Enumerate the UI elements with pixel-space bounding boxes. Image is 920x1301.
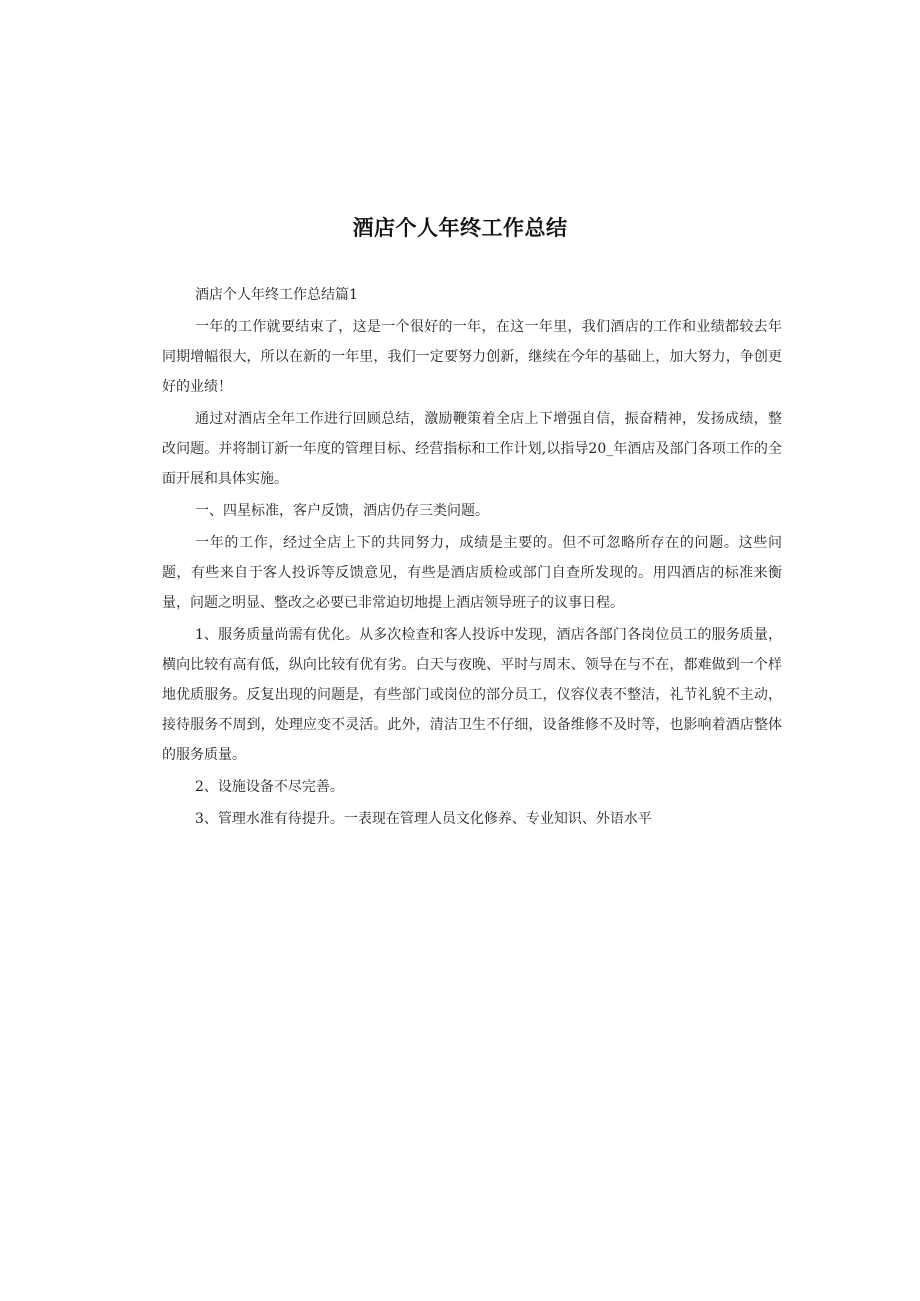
paragraph-issues-heading: 一、四星标准，客户反馈，酒店仍存三类问题。 <box>195 503 489 519</box>
section-heading: 酒店个人年终工作总结篇1 <box>195 287 358 303</box>
paragraph-issues-overview: 一年的工作，经过全店上下的共同努力，成绩是主要的。但不可忽略所存在的问题。这些问题，有些来自于客人投诉等反馈意见，有些是酒店质检或部门自查所发现的。用四酒店的标准来衡量，问题之明显、整改之必要已非常迫切地提上酒店领导班子的议事日程。 <box>162 535 782 611</box>
paragraph-review: 通过对酒店全年工作进行回顾总结，激励鞭策着全店上下增强自信，振奋精神，发扬成绩，整改问题。并将制订新一年度的管理目标、经营指标和工作计划,以指导20_年酒店及部门各项工作的全面开展和具体实施。 <box>162 411 782 487</box>
document-title: 酒店个人年终工作总结 <box>352 216 568 240</box>
paragraph-intro: 一年的工作就要结束了，这是一个很好的一年，在这一年里，我们酒店的工作和业绩都较去年同期增幅很大，所以在新的一年里，我们一定要努力创新，继续在今年的基础上，加大努力，争创更好的业绩！ <box>162 319 782 395</box>
paragraph-management: 3、管理水准有待提升。一表现在管理人员文化修养、专业知识、外语水平 <box>195 811 652 827</box>
paragraph-facilities: 2、设施设备不尽完善。 <box>195 779 344 795</box>
document-body <box>162 280 782 836</box>
paragraph-service-quality: 1、服务质量尚需有优化。从多次检查和客人投诉中发现，酒店各部门各岗位员工的服务质量，横向比较有高有低，纵向比较有优有劣。白天与夜晚、平时与周末、领导在与不在，都难做到一个样地优质服务。反复出现的问题是，有些部门或岗位的部分员工，仪容仪表不整洁，礼节礼貌不主动，接待服务不周到，处理应变不灵活。此外，清洁卫生不仔细，设备维修不及时等，也影响着酒店整体的服务质量。 <box>162 627 782 763</box>
